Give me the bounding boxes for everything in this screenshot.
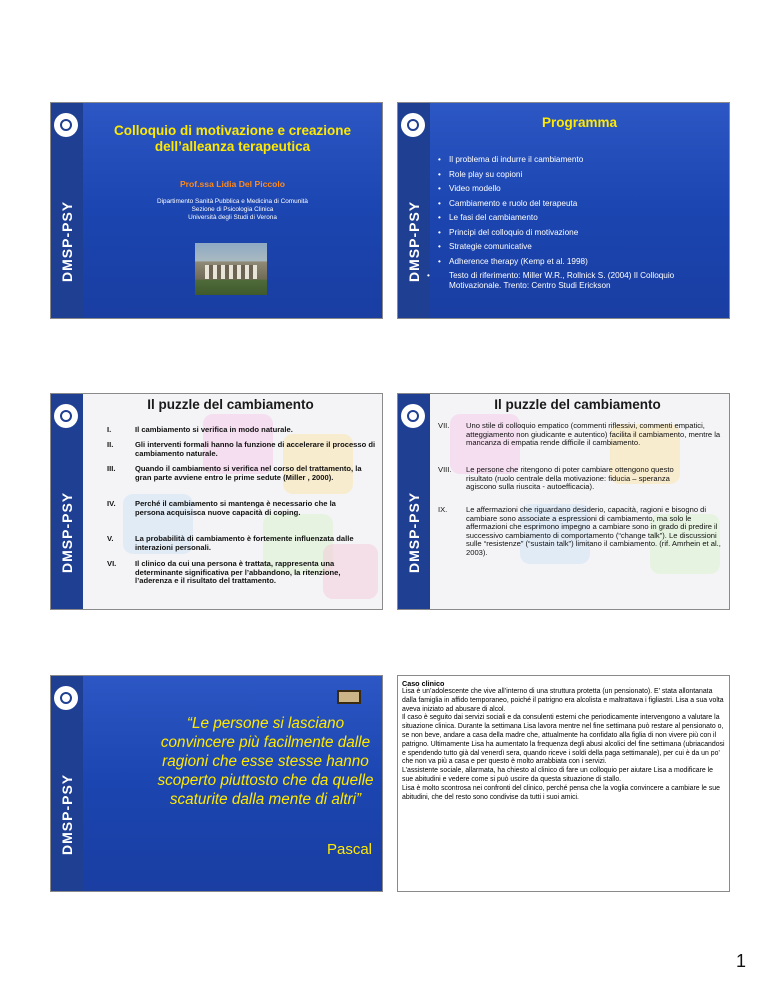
- item-number: VIII.: [438, 465, 452, 474]
- list-item: • Cambiamento e ruolo del terapeuta: [438, 199, 723, 209]
- brand-band: [398, 394, 430, 609]
- author: Prof.ssa Lidia Del Piccolo: [179, 179, 286, 189]
- case-title: Caso clinico: [402, 679, 445, 688]
- item-number: VII.: [438, 421, 450, 430]
- who-emblem-icon: [54, 686, 78, 710]
- list-item: • Il problema di indurre il cambiamento: [438, 155, 723, 165]
- brand-label: DMSP-PSY: [406, 200, 422, 282]
- book-icon: [337, 690, 361, 704]
- slide-title-text: Il puzzle del cambiamento: [494, 397, 661, 412]
- item-text: Il cambiamento si verifica in modo naturale.: [135, 425, 293, 434]
- brand-label: DMSP-PSY: [59, 200, 75, 282]
- list-item: • Le fasi del cambiamento: [438, 213, 723, 223]
- item-text: Uno stile di colloquio empatico (commenti riflessivi, commenti empatici, atteggiamento non giudicante e autentico) facilita il cambiamento, mentre la mancanza di empatia rende difficile il cambiamento.: [466, 421, 721, 448]
- item-text: Perché il cambiamento si mantenga è necessario che la persona acquisisca nuove capacità di coping.: [135, 499, 336, 517]
- item-number: II.: [107, 440, 114, 449]
- item-number: I.: [107, 425, 112, 434]
- brand-band: [51, 103, 83, 318]
- item-text: Quando il cambiamento si verifica nel corso del trattamento, la gran parte avviene entro le prime sedute (Miller , 2000).: [135, 464, 362, 482]
- brand-band: [51, 676, 83, 891]
- list-item: • Strategie comunicative: [438, 242, 723, 252]
- quote-text: “Le persone si lasciano convincere più facilmente dalle ragioni che esse stesse hanno scoperto piuttosto che da quelle scaturite dalla mente di altri”: [157, 715, 374, 808]
- item-text: La probabilità di cambiamento è fortemente influenzata dalle interazioni personali.: [135, 534, 354, 552]
- item-text: Gli interventi formali hanno la funzione di accelerare il processo di cambiamento naturale.: [135, 440, 376, 458]
- list-item: • Testo di riferimento: Miller W.R., Rollnick S. (2004) Il Colloquio Motivazionale. Trento: Centro Studi Erickson: [438, 271, 723, 291]
- brand-label: DMSP-PSY: [406, 491, 422, 573]
- who-emblem-icon: [54, 113, 78, 137]
- item-number: IX.: [438, 505, 448, 514]
- affiliation-1: Dipartimento Sanità Pubblica e Medicina di Comunità: [157, 198, 308, 205]
- slide-title-text: Il puzzle del cambiamento: [147, 397, 314, 412]
- item-number: IV.: [107, 499, 116, 508]
- slide-background: [430, 103, 729, 318]
- item-number: V.: [107, 534, 114, 543]
- case-text-box: [397, 675, 730, 892]
- slide-title-text: Programma: [541, 115, 618, 130]
- list-item: • Adherence therapy (Kemp et al. 1998): [438, 257, 723, 267]
- slide-quote: [50, 675, 383, 892]
- list-item: • Role play su copioni: [438, 170, 723, 180]
- slide-puzzle-1: [50, 393, 383, 610]
- affiliation-3: Università degli Studi di Verona: [188, 214, 277, 221]
- item-text: Le persone che ritengono di poter cambiare ottengono questo risultato (ruolo centrale della motivazione: fiducia – speranza agiscono sulla riuscita - autoefficacia).: [466, 465, 674, 492]
- list-item: • Principi del colloquio di motivazione: [438, 228, 723, 238]
- quote-author: Pascal: [326, 841, 372, 858]
- who-emblem-icon: [54, 404, 78, 428]
- case-paragraph: Il caso è seguito dai servizi sociali e da consulenti esterni che periodicamente intervengono a valutare la situazione clinica. Durante la settimana Lisa lavora mentre nel fine settimana può restare al pensionato o, se non beve, andare a casa della madre che, attualmente ha confidato alla figlia di non vivere più con il patrigno. Ultimamente Lisa ha aumentato la frequenza degli abusi alcolici del fine settimana (ubriacandosi e spendendo tutto già dal venerdì sera, quando riceve i soldi della paga settimanale), per cui è da un po’ che non va più a casa e per questo è molto arrabbiata con i servizi.: [402, 714, 725, 766]
- item-text: Le affermazioni che riguardano desiderio, capacità, ragioni e bisogno di cambiare sono associate a espressioni di cambiamento, ma solo le affermazioni che esprimono impegno a cambiare sono in grado di predire il successivo cambiamento di comportamento (“change talk”). Le discussioni sulle “resistenze” (“sustain talk”) limitano il cambiamento. (rif. Amrhein et al., 2003).: [466, 505, 721, 557]
- brand-label: DMSP-PSY: [59, 491, 75, 573]
- brand-band: [398, 103, 430, 318]
- slide-background: [83, 103, 382, 318]
- who-emblem-icon: [401, 113, 425, 137]
- item-number: VI.: [107, 559, 117, 568]
- slide-programma: [397, 102, 730, 319]
- page-number: 1: [735, 951, 746, 971]
- building-windows: [205, 265, 257, 279]
- slide-title-text: Colloquio di motivazione e creazione dell’alleanza terapeutica: [113, 123, 352, 154]
- item-number: III.: [107, 464, 116, 473]
- case-paragraph: L’assistente sociale, allarmata, ha chiesto al clinico di fare un colloquio per aiutare Lisa a modificare le sue abitudini e vedere come si può uscire da questa situazione di stallo.: [402, 767, 714, 783]
- list-item: • Video modello: [438, 184, 723, 194]
- case-paragraph: Lisa è un’adolescente che vive all’interno di una struttura protetta (un pensionato). E’ stata allontanata dalla famiglia in affido temporaneo, poiché il patrigno era alcolista e maltrattava i figliastri. Lisa a sua volta aveva iniziato ad abusare di alcol.: [402, 688, 724, 713]
- brand-label: DMSP-PSY: [59, 773, 75, 855]
- program-list: [438, 155, 723, 296]
- who-emblem-icon: [401, 404, 425, 428]
- building-photo: [195, 243, 267, 295]
- case-paragraph: Lisa è molto scontrosa nei confronti del clinico, perché pensa che la voglia convincere a cambiare le sue abitudini, che del resto sono condivise da tutti i suoi amici.: [402, 784, 720, 801]
- slide-puzzle-2: [397, 393, 730, 610]
- item-text: Il clinico da cui una persona è trattata, rappresenta una determinante significativa per l’abbandono, la ritenzione, l’aderenza e il risultato del trattamento.: [135, 559, 341, 586]
- affiliation-2: Sezione di Psicologia Clinica: [191, 206, 274, 213]
- brand-band: [51, 394, 83, 609]
- slide-background: [83, 676, 382, 891]
- slide-title: [50, 102, 383, 319]
